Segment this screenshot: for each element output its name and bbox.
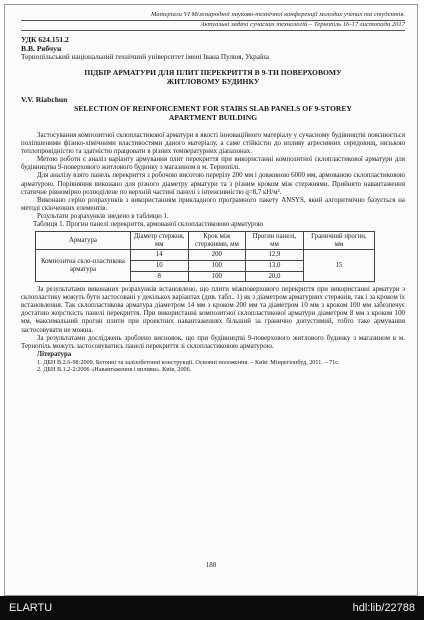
conclusion-paragraph: За результатами виконаних розрахунків встановлено, що плити міжповерхового перекриття при використанні арматури з склопластику можуть бути застосовані у декількох варіантах (див. табл.. 1) як з діаметром арматурних стержнів, так і за кроком їх встановлення. Так склопластикова арматура діаметром 14 мм з кроком 200 мм та діаметром 10 мм з кроком 100 мм забезпечує достатню жорсткість панелі перекриття. При використанні композитної склопластикової арматури діаметром 8 мм з кроком 100 мм, максимальний прогин плити при проектних навантаженнях більший за гранично допустимий, тобто таке армування застосовувати не можна. [21, 286, 405, 334]
step-cell: 200 [188, 250, 246, 261]
header-rule-bottom [21, 30, 405, 31]
repository-name: ELARTU [9, 602, 53, 614]
table-header-cell: Прогин панелі, мм [246, 232, 304, 250]
table-header-cell: Діаметр стержня, мм [130, 232, 188, 250]
diameter-cell: 14 [130, 250, 188, 261]
paragraph: Для аналізу взято панель перекриття з робочою висотою перерізу 200 мм і довжиною 6000 мм, армованою склопластиковою арматурою. Порівняння виконано для різного діаметру арматури та з різним кроком між стержнями. Прийнято навантаження статичне рівномірно розподілене по верхній частині панелі з інтенсивністю q=8,7 кН/м². [21, 172, 405, 196]
reference-item: 2. ДБН В.1.2-2:2006 «Навантаження і впливи». Київ, 2006. [37, 366, 192, 374]
author-en: V.V. Riabchun [21, 95, 68, 104]
table-header-cell: Арматура [36, 232, 131, 250]
title-en: SELECTION OF REINFORCEMENT FOR STAIRS SLAB PANELS OF 9-STOREY APARTMENT BUILDING [74, 104, 352, 122]
table-header-cell: Крок між стержнями, мм [188, 232, 246, 250]
paragraph: Застосування композитної склопластикової арматури в якості інноваційного матеріалу у сучасному будівництві пояснюється поліпшеними фізико-хімічними властивостями даного матеріалу, а саме стійкістю до впливу агресивних середовищ, низькою теплопровідністю та здатністю працювати в різних температурних діапазонах. [21, 132, 405, 156]
viewer-footer-bar [0, 596, 424, 620]
step-cell: 100 [188, 260, 246, 271]
limit-cell: 15 [303, 250, 374, 282]
table-caption: Таблиця 1. Прогин панелі перекриття, армованої склопластиковою арматурою [33, 221, 264, 229]
header-line-1: Матеріали VI Міжнародної науково-технічної конференції молодих учених та студентів. [151, 11, 405, 18]
table-header-row [36, 232, 375, 250]
document-page [4, 4, 418, 596]
deflection-cell: 12,9 [246, 250, 304, 261]
results-intro: Результати розрахунків зведено в таблицю 1. [37, 212, 169, 220]
results-table [35, 231, 375, 282]
table-header-cell: Граничний прогин, мм [303, 232, 374, 250]
step-cell: 100 [188, 271, 246, 282]
conclusion-paragraph: За результатами досліджень зроблено висновок, що при будівництві 9-поверхового житлового будинку з магазином в м. Тернопіль можуть застосовуватись панелі перекриття зі склопластиковою арматурою. [21, 334, 405, 350]
paragraph: Метою роботи є аналіз варіанту армування плит перекриття при використанні композитної склопластикової арматури для будівництва 9-поверхового житлового будинку з магазином в м. Тернопілі. [21, 156, 405, 172]
udk-code: УДК 624.151.2 [21, 35, 69, 44]
diameter-cell: 10 [130, 260, 188, 271]
page-content [21, 11, 405, 374]
paragraph: Виконано серію розрахунків з використанням прикладного програмного пакету ANSYS, який алгоритмічно базується на методі скінченних елементів. [21, 196, 405, 212]
running-header [21, 11, 405, 31]
table-row [36, 250, 375, 261]
article-body [21, 132, 405, 374]
title-ua: ПІДБІР АРМАТУРИ ДЛЯ ПЛИТ ПЕРЕКРИТТЯ В 9-ТИ ПОВЕРХОВОМУ ЖИТЛОВОМУ БУДИНКУ [84, 68, 342, 86]
page-number: 188 [205, 561, 217, 569]
literature-heading: Література [37, 350, 72, 358]
deflection-cell: 20,0 [246, 271, 304, 282]
material-cell: Композитна скло-пластикова арматура [36, 250, 131, 282]
reference-item: 1. ДБН В.2.6-98:2009. Бетонні та залізобетонні конструкції. Основні положення. – Київ: Мінрегіонбуд, 2011. – 71с. [37, 358, 340, 366]
handle-link[interactable]: hdl:lib/22788 [352, 602, 415, 614]
affiliation: Тернопільський національний технічний університет імені Івана Пулюя, Україна [21, 53, 269, 61]
diameter-cell: 8 [130, 271, 188, 282]
header-line-2: Актуальні задачі сучасних технологій – Тернопіль 16-17 листопада 2017 [200, 21, 405, 28]
deflection-cell: 13,0 [246, 260, 304, 271]
author-ua: В.В. Рябчун [21, 44, 62, 53]
